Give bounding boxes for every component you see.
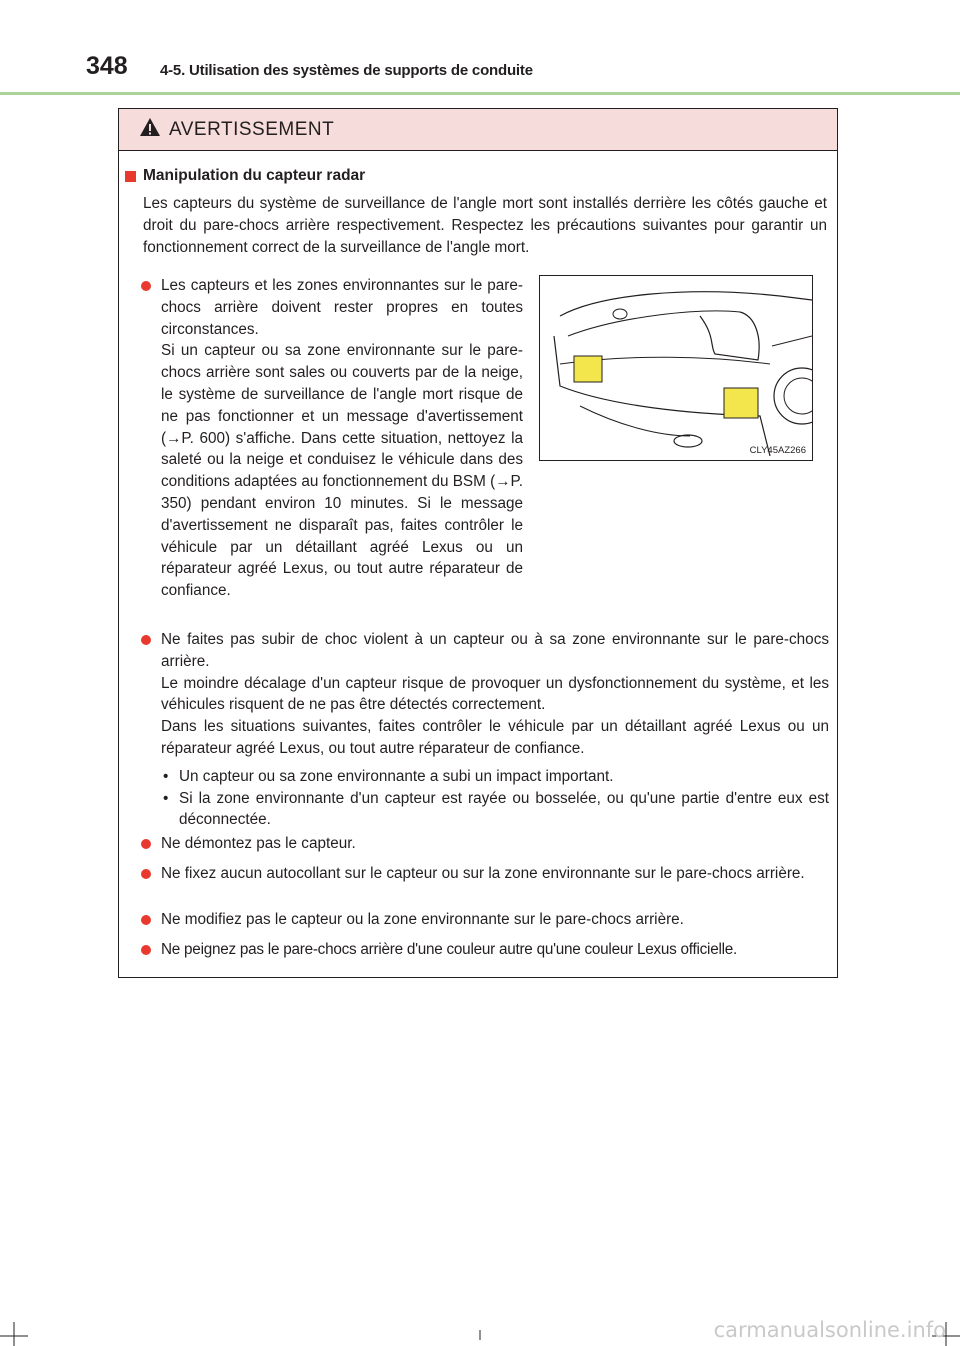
bullet2-p3: Dans les situations suivantes, faites contrôler le véhicule par un détaillant agréé Lexus ou un réparateur agréé Lexus, ou tout autre réparateur de confiance. — [161, 718, 829, 757]
sub-item: • Un capteur ou sa zone environnante a subi un impact important. — [161, 766, 829, 788]
section-title — [125, 167, 365, 185]
red-dot-icon — [141, 281, 151, 291]
right-sensor-area — [724, 388, 758, 418]
section-title-text: Manipulation du capteur radar — [143, 167, 366, 184]
list-item — [141, 939, 829, 961]
red-dot-icon — [141, 945, 151, 955]
rear-bumper-illustration — [540, 276, 812, 460]
bullet1-p2: Si un capteur ou sa zone environnante sur le pare-chocs arrière sont sales ou couverts par de la neige, le système de surveillance de l'angle mort risque de ne pas fonctionner et un message d'avertissement (→P. 600) s'affiche. Dans cette situation, nettoyez la saleté ou la neige et conduisez le véhicule dans des conditions adaptées au fonctionnement du BSM (→P. 350) pendant environ 10 minutes. Si le message d'avertissement ne disparaît pas, faites contrôler le véhicule par un détaillant agréé Lexus ou un réparateur agréé Lexus, ou tout autre réparateur de confiance. — [161, 342, 523, 600]
list-item — [141, 863, 829, 885]
chapter-title: 4-5. Utilisation des systèmes de supports de conduite — [160, 62, 533, 79]
bullet2-p1: Ne faites pas subir de choc violent à un capteur ou à sa zone environnante sur le pare-chocs arrière. — [161, 631, 829, 670]
warning-triangle-icon — [139, 117, 161, 142]
bullet1-p1: Les capteurs et les zones environnantes sur le pare-chocs arrière doivent rester propres en toutes circonstances. — [161, 277, 523, 338]
bullet4-text: Ne fixez aucun autocollant sur le capteur ou sur la zone environnante sur le pare-chocs arrière. — [161, 865, 805, 882]
warning-header — [119, 109, 837, 151]
figure-label: CLY45AZ266 — [749, 445, 806, 456]
header-rule — [0, 92, 960, 95]
bullet6-text: Ne peignez pas le pare-chocs arrière d'une couleur autre qu'une couleur Lexus officielle. — [161, 941, 738, 958]
red-dot-icon — [141, 839, 151, 849]
red-dot-icon — [141, 869, 151, 879]
intro-paragraph: Les capteurs du système de surveillance de l'angle mort sont installés derrière les côtés gauche et droit du pare-chocs arrière respectivement. Respectez les précautions suivantes pour garantir un fonctionnement correct de la surveillance de l'angle mort. — [143, 195, 827, 256]
bullet5-text: Ne modifiez pas le capteur ou la zone environnante sur le pare-chocs arrière. — [161, 911, 684, 928]
red-dot-icon — [141, 915, 151, 925]
list-item — [141, 833, 829, 855]
red-dot-icon — [141, 635, 151, 645]
red-square-icon — [125, 171, 136, 182]
warning-title: AVERTISSEMENT — [169, 118, 335, 140]
warning-box — [118, 108, 838, 978]
list-item — [141, 275, 523, 602]
watermark: carmanualsonline.info — [713, 1318, 946, 1342]
rear-bumper-figure — [539, 275, 813, 461]
bullet3-text: Ne démontez pas le capteur. — [161, 835, 356, 852]
page-number: 348 — [86, 52, 128, 80]
left-sensor-area — [574, 356, 602, 382]
list-item — [141, 629, 829, 831]
list-item — [141, 909, 829, 931]
sub-item: • Si la zone environnante d'un capteur est rayée ou bosselée, ou qu'une partie d'entre eux est déconnectée. — [161, 788, 829, 832]
bullet2-p2: Le moindre décalage d'un capteur risque de provoquer un dysfonctionnement du système, et les véhicules risquent de ne pas être détectés correctement. — [161, 674, 829, 714]
